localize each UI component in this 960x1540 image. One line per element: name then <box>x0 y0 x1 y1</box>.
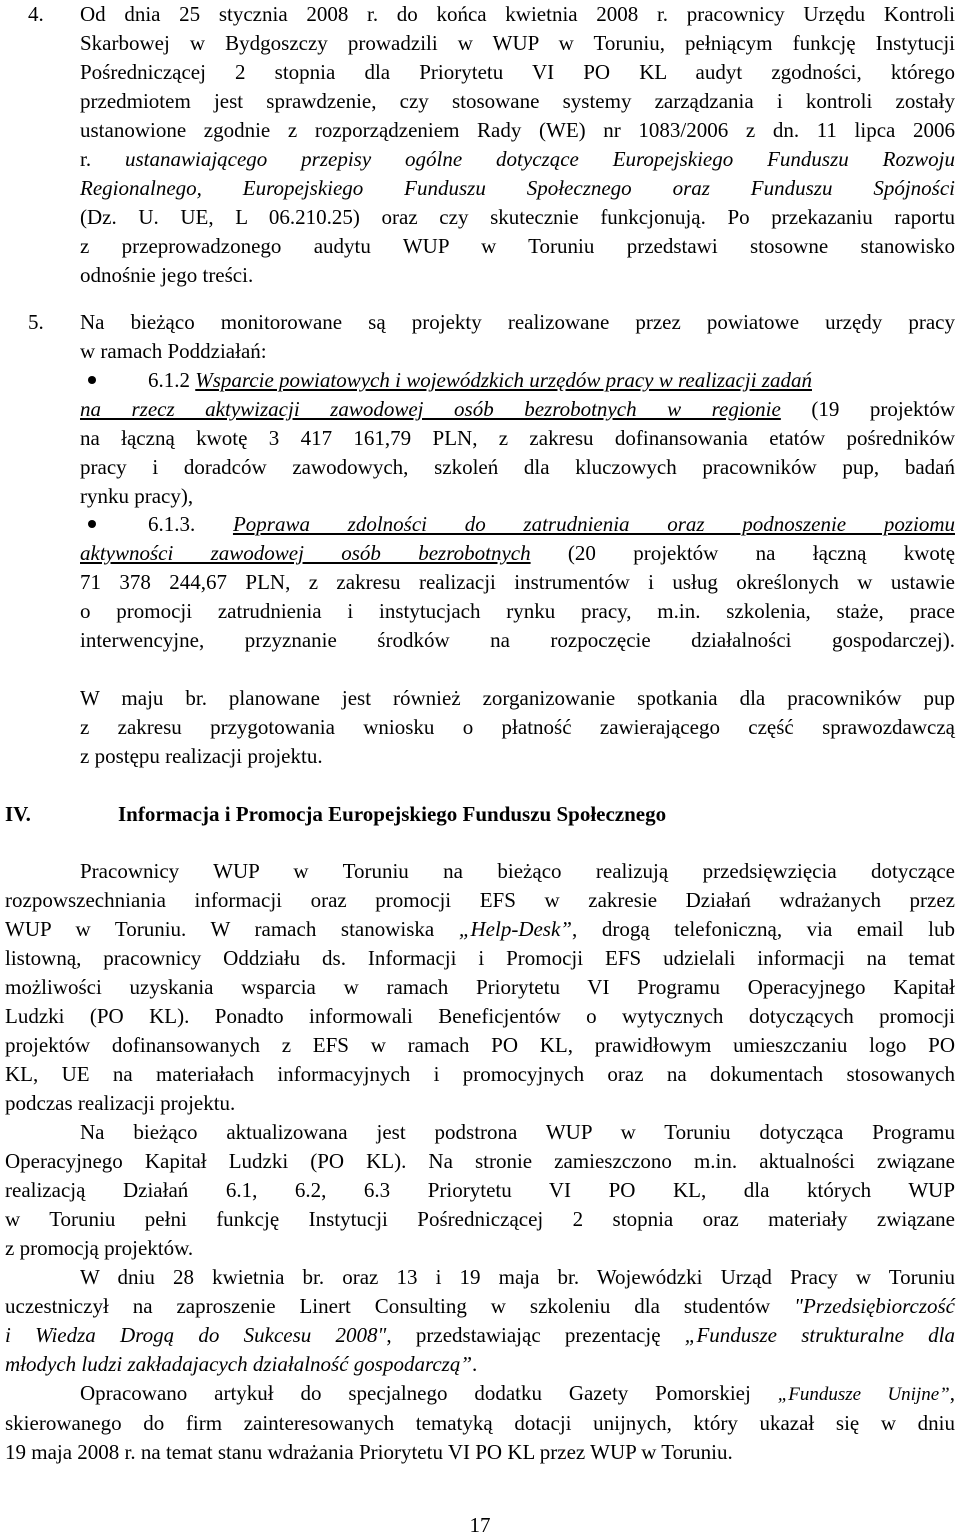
para1-line-8: KL, UE na materiałach informacyjnych i promocyjnych oraz na dokumentach stosowanych <box>5 1062 955 1086</box>
regulation-title: ustanawiającego przepisy ogólne dotyczące Europejskiego Funduszu Rozwoju <box>124 147 955 171</box>
bullet1-line-3: na łączną kwotę 3 417 161,79 PLN, z zakresu dofinansowania etatów pośredników <box>80 426 955 450</box>
bullet2-line-3: 71 378 244,67 PLN, z zakresu realizacji instrumentów i usług określonych w ustawie <box>80 570 955 594</box>
para1-line-5: możliwości uzyskania wsparcia w ramach Priorytetu VI Programu Operacyjnego Kapitał <box>5 975 955 999</box>
para1-line-4: listowną, pracownicy Oddziału ds. Informacji i Promocji EFS udzielali informacji na temat <box>5 946 955 970</box>
para1-line-3 <box>5 915 955 944</box>
para2-line-3: realizacją Działań 6.1, 6.2, 6.3 Priorytetu VI PO KL, dla których WUP <box>5 1178 955 1202</box>
bullet-2-first-line <box>148 510 955 539</box>
text: (20 projektów na łączną kwotę <box>567 541 956 565</box>
bullet2-line-1 <box>148 510 955 539</box>
section-number: IV. <box>5 802 31 826</box>
measure-title: Wsparcie powiatowych i wojewódzkich urzędów pracy w realizacji zadań <box>195 368 812 392</box>
bullet2-line-2 <box>80 539 955 568</box>
item-4-paragraph <box>80 0 955 290</box>
para2-line-2: Operacyjnego Kapitał Ludzki (PO KL). Na stronie zamieszczono m.in. aktualności związane <box>5 1149 955 1173</box>
text: , drogą telefoniczną, via email lub <box>571 917 955 941</box>
bullet-1-first-line <box>148 366 955 395</box>
para3-line-1: W dniu 28 kwietnia br. oraz 13 i 19 maja br. Wojewódzki Urząd Pracy w Toruniu <box>80 1265 955 1289</box>
presentation-title-cont: młodych ludzi zakładajacych działalność gospodarczą” <box>5 1352 473 1376</box>
item4-line-1: Od dnia 25 stycznia 2008 r. do końca kwietnia 2008 r. pracownicy Urzędu Kontroli <box>80 2 955 26</box>
text: WUP w Toruniu. W ramach stanowiska <box>5 917 459 941</box>
para3-line-2 <box>5 1292 955 1321</box>
training-title: "Przedsiębiorczość <box>794 1294 955 1318</box>
bullet2-line-4: o promocji zatrudnienia i instytucjach rynku pracy, m.in. szkolenia, staże, prace <box>80 599 955 623</box>
text: , <box>949 1381 955 1405</box>
para4-line-2: skierowanego do firm zainteresowanych tematyką dotacji unijnych, który ukazał się w dniu <box>5 1411 955 1435</box>
presentation-title: „Fundusze strukturalne dla <box>684 1323 956 1347</box>
bullet1-line-4: pracy i doradców zawodowych, szkoleń dla kluczowych pracowników pup, badań <box>80 455 955 479</box>
bullet-1-body <box>80 395 955 511</box>
item4-line-3: Pośredniczącej 2 stopnia dla Priorytetu VI PO KL audyt zgodności, którego <box>80 60 955 84</box>
item5-line-2: w ramach Poddziałań: <box>80 339 267 363</box>
may-line-2: z zakresu przygotowania wniosku o płatność zawierającego część sprawozdawczą <box>80 715 955 739</box>
item4-line-6 <box>80 145 955 174</box>
item4-line-2: Skarbowej w Bydgoszczy prowadzili w WUP w Toruniu, pełniącym funkcję Instytucji <box>80 31 955 55</box>
item-number-5: 5. <box>28 310 44 334</box>
para3-line-4 <box>5 1350 955 1379</box>
para2-line-5: z promocją projektów. <box>5 1236 194 1260</box>
bullet-2-body <box>80 539 955 655</box>
may-paragraph <box>80 684 955 771</box>
training-title-cont: i Wiedza Drogą do Sukcesu 2008" <box>5 1323 387 1347</box>
measure-title-cont: na rzecz aktywizacji zawodowej osób bezrobotnych w regionie <box>80 397 781 421</box>
item4-line-9: z przeprowadzonego audytu WUP w Toruniu przedstawi stosowne stanowisko <box>80 234 955 258</box>
text: (19 projektów <box>811 397 955 421</box>
bullet1-line-5: rynku pracy), <box>80 484 194 508</box>
help-desk-term: „Help-Desk” <box>458 917 572 941</box>
text: uczestniczył na zaproszenie Linert Consulting w szkoleniu dla studentów <box>5 1294 795 1318</box>
measure-code: 6.1.3. <box>148 512 196 536</box>
text: . <box>472 1352 478 1376</box>
item4-line-4: przedmiotem jest sprawdzenie, czy stosowane systemy zarządzania i kontroli zostały <box>80 89 955 113</box>
bullet1-line-1 <box>148 366 955 395</box>
item-5-intro <box>80 308 955 366</box>
section-title: Informacja i Promocja Europejskiego Funduszu Społecznego <box>118 802 667 826</box>
item4-line-10: odnośnie jego treści. <box>80 263 254 287</box>
item4-line-7: Regionalnego, Europejskiego Funduszu Społecznego oraz Funduszu Spójności <box>80 176 955 200</box>
para1-line-2: rozpowszechniania informacji oraz promocji EFS w zakresie Działań wdrażanych przez <box>5 888 955 912</box>
measure-code: 6.1.2 <box>148 368 190 392</box>
para1-line-9: podczas realizacji projektu. <box>5 1091 236 1115</box>
measure-title: Poprawa zdolności do zatrudnienia oraz podnoszenie poziomu <box>232 512 955 536</box>
text: Opracowano artykuł do specjalnego dodatku Gazety Pomorskiej <box>80 1381 778 1405</box>
para1-line-1: Pracownicy WUP w Toruniu na bieżąco realizują przedsięwzięcia dotyczące <box>80 859 955 883</box>
para3-line-3 <box>5 1321 955 1350</box>
training-paragraph <box>5 1263 955 1379</box>
text: , przedstawiając prezentację <box>386 1323 685 1347</box>
promotion-paragraph <box>5 857 955 1118</box>
para1-line-6: Ludzki (PO KL). Ponadto informowali Beneficjentów o wytycznych dotyczących promocji <box>5 1004 955 1028</box>
para1-line-7: projektów dofinansowanych z EFS w ramach PO KL, prawidłowym umieszczaniu logo PO <box>5 1033 955 1057</box>
bullet-icon <box>88 520 96 528</box>
item5-line-1: Na bieżąco monitorowane są projekty realizowane przez powiatowe urzędy pracy <box>80 310 955 334</box>
bullet-icon <box>88 376 96 384</box>
supplement-title: „Fundusze Unijne” <box>777 1384 950 1405</box>
bullet2-line-5: interwencyjne, przyznanie środków na rozpoczęcie działalności gospodarczej). <box>80 628 955 652</box>
para2-line-4: w Toruniu pełni funkcję Instytucji Pośredniczącej 2 stopnia oraz materiały związane <box>5 1207 955 1231</box>
page-number: 17 <box>469 1513 491 1537</box>
measure-title-cont: aktywności zawodowej osób bezrobotnych <box>80 541 531 565</box>
item-number-4: 4. <box>28 2 44 26</box>
may-line-1: W maju br. planowane jest również zorganizowanie spotkania dla pracowników pup <box>80 686 955 710</box>
item4-line-8: (Dz. U. UE, L 06.210.25) oraz czy skutecznie funkcjonują. Po przekazaniu raportu <box>80 205 955 229</box>
para4-line-3: 19 maja 2008 r. na temat stanu wdrażania Priorytetu VI PO KL przez WUP w Toruniu. <box>5 1440 733 1464</box>
para2-line-1: Na bieżąco aktualizowana jest podstrona WUP w Toruniu dotycząca Programu <box>80 1120 955 1144</box>
para4-line-1 <box>5 1379 955 1409</box>
item4-line-5: ustanowione zgodnie z rozporządzeniem Rady (WE) nr 1083/2006 z dn. 11 lipca 2006 <box>80 118 955 142</box>
text: r. <box>80 147 125 171</box>
bullet1-line-2 <box>80 395 955 424</box>
website-paragraph <box>5 1118 955 1263</box>
may-line-3: z postępu realizacji projektu. <box>80 744 323 768</box>
article-paragraph <box>5 1379 955 1467</box>
